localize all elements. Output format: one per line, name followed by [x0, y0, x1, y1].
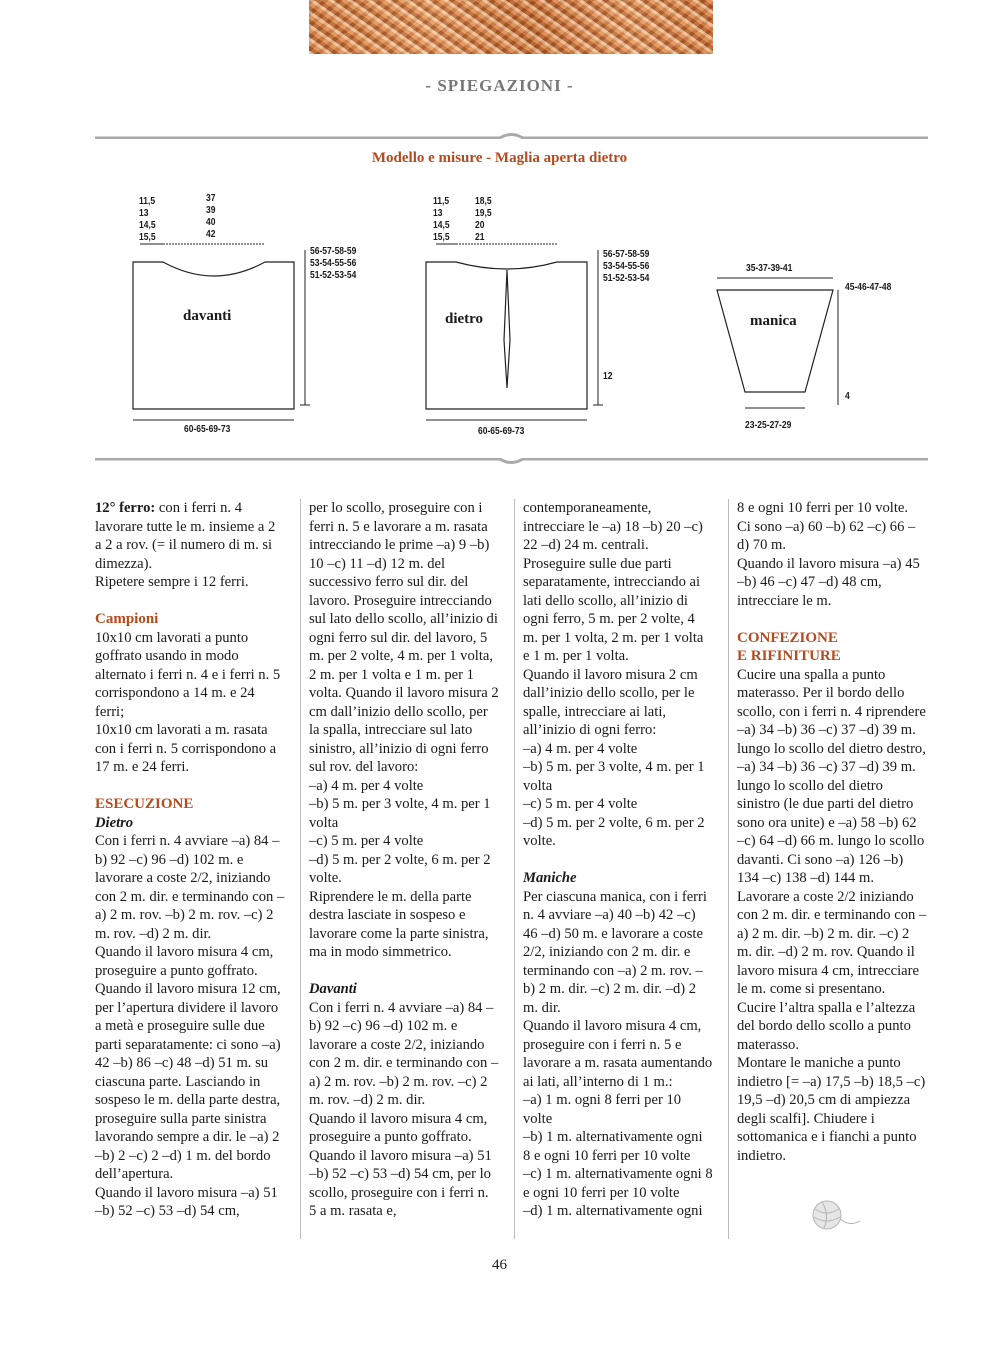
front-width-measure: 60-65-69-73 — [184, 424, 231, 435]
paragraph-gap — [95, 777, 285, 796]
back-slit — [504, 270, 510, 388]
subsection-heading: Dietro — [95, 814, 134, 831]
text-column-4 — [737, 499, 927, 1165]
subsection-heading: Davanti — [309, 981, 357, 997]
paragraph-gap — [737, 610, 927, 629]
page-header: - SPIEGAZIONI - — [425, 76, 574, 95]
body-paragraph: Con i ferri n. 4 avviare –a) 84 –b) 92 –c) 96 –d) 102 m. e lavorare a coste 2/2, iniziando con 2 m. dir. e terminando con –a) 2 m. rov. –b) 2 m. rov. –c) 2 m. rov. –d) 2 m. dir. Quando il lavoro misura 4 cm, proseguire a punto goffrato. Quando il lavoro misura –a) 51 –b) 52 –c) 53 –d) 54 cm, per lo scollo, proseguire con i ferri n. 5 a m. rasata e, — [309, 999, 499, 1219]
section-heading: E RIFINITURE — [737, 648, 841, 664]
paragraph-gap — [95, 592, 285, 611]
back-neck-measure: 18,5 19,5 20 21 — [475, 196, 492, 243]
body-paragraph: 10x10 cm lavorati a punto goffrato usando in modo alternato i ferri n. 4 e i ferri n. 5 corrispondono a 14 m. e 24 ferri; 10x10 cm lavorati a m. rasata con i ferri n. 5 corrispondono a 17 m. e 24 ferri. — [95, 629, 281, 775]
diagram-title: Modello e misure - Maglia aperta dietro — [371, 150, 628, 166]
front-piece-outline — [133, 262, 294, 409]
sleeve-piece-label: manica — [750, 313, 797, 329]
front-left-measure: 11,5 13 14,5 15,5 — [139, 196, 156, 243]
body-paragraph: 12° ferro: con i ferri n. 4 lavorare tutte le m. insieme a 2 a 2 a rov. (= il numero di m. si dimezza). Ripetere sempre i 12 ferri. — [95, 500, 276, 590]
text-column-1 — [95, 499, 285, 1221]
body-paragraph: Con i ferri n. 4 avviare –a) 84 –b) 92 –c) 96 –d) 102 m. e lavorare a coste 2/2, iniziando con 2 m. dir. e terminando con –a) 2 m. rov. –b) 2 m. rov. –c) 2 m. rov. –d) 2 m. dir. Quando il lavoro misura 4 cm, proseguire a punto goffrato. Quando il lavoro misura 12 cm, per l’apertura dividere il lavoro a metà e proseguire sulle due parti separatamente: ci sono –a) 42 –b) 86 –c) 48 –d) 51 m. su ciascuna parte. Lasciando in sospeso le m. della parte destra, proseguire sulla parte sinistra lavorando sempre a dir. le –a) 2 –b) 2 –c) 2 –d) 1 m. del bordo dell’apertura. Quando il lavoro misura –a) 51 –b) 52 –c) 53 –d) 54 cm, — [95, 833, 285, 1219]
section-heading: Campioni — [95, 611, 159, 627]
yarn-ball-icon — [802, 1197, 862, 1233]
front-height-measure: 56-57-58-59 53-54-55-56 51-52-53-54 — [310, 246, 357, 281]
column-divider — [728, 499, 729, 1239]
text-column-3 — [523, 499, 713, 1221]
back-width-measure: 60-65-69-73 — [478, 426, 525, 437]
column-divider — [300, 499, 301, 1239]
body-paragraph: contemporaneamente, intrecciare le –a) 18 –b) 20 –c) 22 –d) 24 m. centrali. Proseguire sulle due parti separatamente, intrecciando ai lati dello scollo, all’inizio di ogni ferro, 5 m. per 2 volte, 4 m. per 1 volta, 2 m. per 1 volta e 1 m. per 1 volta. Quando il lavoro misura 2 cm dall’inizio dello scollo, per le spalle, intrecciare ai lati, all’inizio di ogni ferro: –a) 4 m. per 4 volte –b) 5 m. per 3 volte, 4 m. per 1 volta –c) 5 m. per 4 volte –d) 5 m. per 2 volte, 6 m. per 2 volte. — [523, 500, 705, 849]
page-number: 46 — [492, 1257, 507, 1273]
section-heading: ESECUZIONE — [95, 796, 194, 812]
body-paragraph: per lo scollo, proseguire con i ferri n. 5 e lavorare a m. rasata intrecciando le prime –a) 9 –b) 10 –c) 11 –d) 12 m. del successivo ferro sul dir. del lavoro. Proseguire intrecciando sul lato dello scollo, all’inizio di ogni ferro sul dir. del lavoro, 5 m. per 2 volte, 4 m. per 1 volta, 2 m. per 1 volta e 1 m. per 1 volta. Quando il lavoro misura 2 cm dall’inizio dello scollo, per la spalla, intrecciare sul lato sinistro, all’inizio di ogni ferro sul rov. del lavoro: –a) 4 m. per 4 volte –b) 5 m. per 3 volte, 4 m. per 1 volta –c) 5 m. per 4 volte –d) 5 m. per 2 volte, 6 m. per 2 volte. Riprendere le m. della parte destra lasciate in sospeso e lavorare come la parte sinistra, ma in modo simmetrico. — [309, 500, 499, 960]
sleeve-cuff-measure: 4 — [845, 391, 850, 402]
body-paragraph: Cucire una spalla a punto materasso. Per il bordo dello scollo, con i ferri n. 4 riprendere –a) 34 –b) 36 –c) 37 –d) 39 m. lungo lo scollo del dietro destro, –a) 34 –b) 36 –c) 37 –d) 39 m. lungo lo scollo del dietro sinistro (le due parti del dietro sono ora unite) e –a) 58 –b) 62 –c) 64 –d) 66 m. lungo lo scollo davanti. Ci sono –a) 126 –b) 134 –c) 138 –d) 144 m. Lavorare a coste 2/2 iniziando con 2 m. dir. e terminando con –a) 2 m. dir. –b) 2 m. dir. –c) 2 m. dir. –d) 2 m. rov. Quando il lavoro misura 4 cm, intrecciare le m. come si presentano. Cucire l’altra spalla e l’altezza del bordo dello scollo a punto materasso. Montare le maniche a punto indietro [= –a) 17,5 –b) 18,5 –c) 19,5 –d) 20,5 cm di ampiezza degli scalfi]. Chiudere i sottomanica e i fianchi a punto indietro. — [737, 666, 927, 1164]
sleeve-length-measure: 45-46-47-48 — [845, 282, 892, 293]
text-column-2 — [309, 499, 499, 1221]
back-height-measure: 56-57-58-59 53-54-55-56 51-52-53-54 — [603, 249, 650, 284]
back-piece-label: dietro — [445, 311, 484, 327]
section-heading: CONFEZIONE — [737, 629, 838, 646]
sleeve-outline — [717, 290, 833, 392]
paragraph-gap — [523, 851, 713, 870]
back-left-measure: 11,5 13 14,5 15,5 — [433, 196, 450, 243]
subsection-heading: Maniche — [523, 870, 577, 886]
body-paragraph: Per ciascuna manica, con i ferri n. 4 avviare –a) 40 –b) 42 –c) 46 –d) 50 m. e lavorare a coste 2/2, iniziando con 2 m. dir. e terminando con –a) 2 m. rov. –b) 2 m. dir. –c) 2 m. dir. –d) 2 m. dir. Quando il lavoro misura 4 cm, proseguire con i ferri n. 5 e lavorare a m. rasata aumentando ai lati, all’interno di 1 m.: –a) 1 m. ogni 8 ferri per 10 volte –b) 1 m. alternativamente ogni 8 e ogni 10 ferri per 10 volte –c) 1 m. alternativamente ogni 8 e ogni 10 ferri per 10 volte –d) 1 m. alternativamente ogni — [523, 888, 713, 1219]
body-paragraph: 8 e ogni 10 ferri per 10 volte. Ci sono –a) 60 –b) 62 –c) 66 –d) 70 m. Quando il lavoro misura –a) 45 –b) 46 –c) 47 –d) 48 cm, intrecciare le m. — [737, 500, 920, 609]
sleeve-top-measure: 35-37-39-41 — [746, 263, 793, 274]
column-divider — [514, 499, 515, 1239]
front-piece-label: davanti — [183, 308, 232, 324]
front-neck-measure: 37 39 40 42 — [206, 193, 216, 240]
paragraph-gap — [309, 962, 499, 981]
sleeve-bottom-measure: 23-25-27-29 — [745, 420, 792, 431]
back-slit-measure: 12 — [603, 371, 613, 382]
